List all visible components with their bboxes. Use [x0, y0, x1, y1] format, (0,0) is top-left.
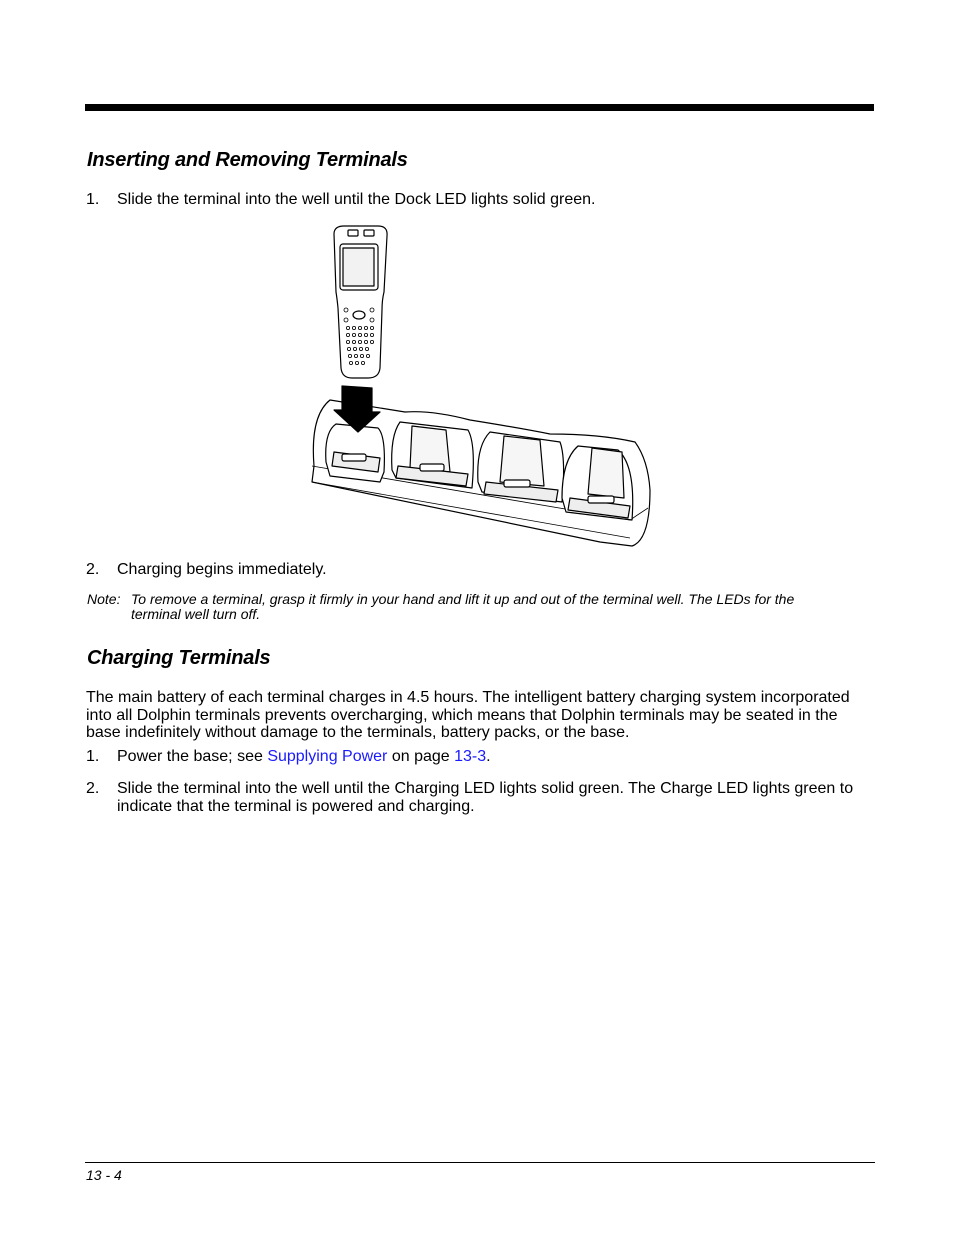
step-text: Slide the terminal into the well until the Dock LED lights solid green. — [117, 191, 596, 208]
step-text: Charging begins immediately. — [117, 561, 327, 578]
footer-rule — [85, 1162, 875, 1163]
step-number: 1. — [86, 191, 100, 208]
page-number: 13 - 4 — [86, 1167, 122, 1183]
step-text-middle: on page — [387, 748, 455, 765]
step-number: 2. — [86, 561, 100, 578]
section-heading-inserting: Inserting and Removing Terminals — [87, 149, 408, 171]
section-heading-charging: Charging Terminals — [87, 647, 271, 669]
step-number: 2. — [86, 780, 100, 797]
supplying-power-link[interactable]: Supplying Power — [267, 748, 388, 765]
step-text — [117, 748, 857, 766]
note-text: terminal well turn off. — [131, 606, 261, 622]
page-13-3-link[interactable]: 13-3 — [454, 748, 487, 765]
note-label: Note: — [87, 591, 121, 607]
step-text-prefix: Power the base; see — [117, 748, 268, 765]
note-text: To remove a terminal, grasp it firmly in your hand and lift it up and out of the terminal well. The LEDs for the — [131, 591, 795, 607]
charging-paragraph: The main battery of each terminal charges in 4.5 hours. The intelligent battery charging system incorporated into all Dolphin terminals prevents overcharging, which means that Dolphin terminals may be seated in the base indefinitely without damage to the terminals, battery packs, or the base. — [86, 689, 850, 741]
step-number: 1. — [86, 748, 100, 765]
header-rule — [85, 104, 874, 111]
terminal-device-icon — [334, 226, 387, 378]
charging-base-illustration — [300, 220, 660, 555]
step-text: Slide the terminal into the well until the Charging LED lights solid green. The Charge LED lights green to indicate that the terminal is powered and charging. — [117, 780, 854, 815]
step-text-suffix: . — [486, 748, 491, 765]
